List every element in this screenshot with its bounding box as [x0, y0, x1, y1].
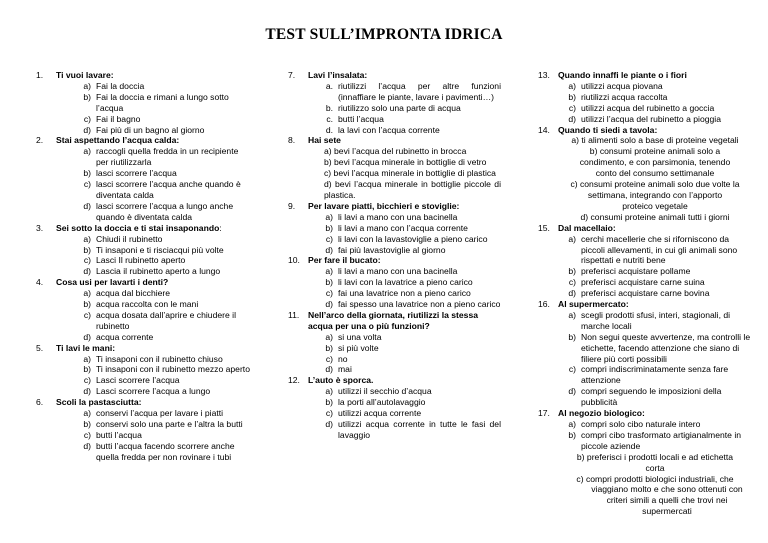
option-d-line-1: c) compri prodotti biologici industriali, che: [576, 473, 734, 484]
question-4: 4. Cosa usi per lavarti i denti?: [36, 277, 250, 288]
option-a: a) li lavi a mano con una bacinella: [325, 266, 458, 277]
option-c: c) li lavi con la lavastoviglie a pieno carico: [325, 233, 488, 244]
option-b: b) compri cibo trasformato artigianalmente in piccole aziende: [568, 429, 742, 451]
question-13: 13. Quando innaffi le piante o i fiori: [538, 70, 752, 81]
option-d: d) fai più lavastoviglie al giorno: [325, 244, 446, 255]
question-text: Nell’arco della giornata, riutilizzi la stessa acqua per una o più funzioni?: [308, 309, 479, 331]
option-c: c) Lasci scorrere l’acqua: [83, 375, 180, 386]
option-c-line-1: c) consumi proteine animali solo due volte la: [570, 179, 740, 190]
option-d: d) preferisci acquistare carne bovina: [568, 288, 710, 299]
question-7: 7. Lavi l’insalata:: [288, 70, 501, 81]
question-12: 12. L’auto è sporca.: [288, 375, 501, 386]
question-text: Ti vuoi lavare:: [56, 70, 114, 80]
question-text: Al supermercato:: [558, 299, 629, 310]
option-a: a) Chiudi il rubinetto: [83, 233, 163, 244]
option-c: c) Fai il bagno: [83, 113, 141, 124]
option-d: d) mai: [325, 364, 352, 375]
option-c: c) acqua dosata dall’aprire e chiudere il rubinetto: [83, 309, 236, 331]
column-1: [36, 70, 250, 463]
option-d: d) bevi l’acqua minerale in bottiglie piccole di plastica.: [324, 179, 501, 200]
question-text: Hai sete: [308, 135, 341, 146]
option-d: d) Fai più di un bagno al giorno: [83, 124, 205, 135]
option-d: d) Lascia il rubinetto aperto a lungo: [83, 266, 221, 277]
option-c: c) compri indiscriminatamente senza fare attenzione: [568, 364, 729, 386]
option-c-line-1: b) preferisci i prodotti locali e ad etichetta: [576, 451, 734, 462]
option-c-line-2: settimana, integrando con l’apporto: [587, 189, 723, 200]
option-a: a) Fai la doccia: [83, 80, 145, 91]
option-d: d) fai spesso una lavatrice non a pieno carico: [325, 299, 501, 310]
option-a: a) Ti insaponi con il rubinetto chiuso: [83, 353, 223, 364]
option-d: d) utilizzi acqua corrente in tutte le fasi del lavaggio: [325, 419, 501, 440]
question-text: Lavi l’insalata:: [308, 70, 368, 80]
option-b: b) li lavi a mano con l’acqua corrente: [325, 222, 468, 233]
option-a: a) acqua dal bicchiere: [83, 288, 171, 299]
option-c: c) bevi l’acqua minerale in bottiglie di plastica: [324, 168, 496, 179]
option-d: d) butti l’acqua facendo scorrere anche quella fredda per non rovinare i tubi: [83, 440, 235, 462]
question-text: Stai aspettando l’acqua calda:: [56, 135, 180, 146]
option-c: c) fai una lavatrice non a pieno carico: [325, 288, 471, 299]
question-text: Cosa usi per lavarti i denti?: [56, 277, 169, 288]
option-c: c) Lasci Il rubinetto aperto: [83, 255, 186, 266]
option-a: a) bevi l’acqua del rubinetto in brocca: [324, 146, 467, 157]
question-8: 8. Hai sete: [288, 135, 501, 146]
question-text: Sei sotto la doccia e ti stai insaponando:: [56, 222, 222, 233]
option-a: a) compri solo cibo naturale intero: [568, 419, 701, 429]
option-d: d) lasci scorrere l’acqua a lungo anche quando è diventata calda: [83, 200, 234, 222]
page-title: TEST SULL’IMPRONTA IDRICA: [265, 26, 503, 43]
option-a: a) cerchi macellerie che si riforniscono da piccoli allevamenti, in cui gli animali sono rispettati e nutriti bene: [568, 233, 738, 266]
option-b: b) li lavi con la lavatrice a pieno carico: [325, 277, 473, 288]
question-text: Quando innaffi le piante o i fiori: [558, 70, 687, 80]
option-c: c) butti l’acqua: [83, 429, 142, 440]
question-3: 3. Sei sotto la doccia e ti stai insaponando:: [36, 223, 250, 234]
question-11: 11. Nell’arco della giornata, riutilizzi la stessa acqua per una o più funzioni?: [288, 310, 501, 332]
option-a: a) ti alimenti solo a base di proteine vegetali: [571, 135, 739, 146]
option-a: a) li lavi a mano con una bacinella: [325, 211, 458, 222]
option-d: d. la lavi con l’acqua corrente: [325, 124, 440, 135]
option-b: b) si più volte: [325, 342, 379, 353]
option-a: a) scegli prodotti sfusi, interi, stagionali, di marche locali: [568, 309, 731, 331]
option-b-line-3: conto del consumo settimanale: [595, 168, 715, 179]
question-6: 6. Scoli la pastasciutta:: [36, 397, 250, 408]
option-b: b) Ti insaponi e ti risciacqui più volte: [83, 244, 224, 255]
question-2: 2. Stai aspettando l’acqua calda:: [36, 135, 250, 146]
question-text: Per fare il bucato:: [308, 255, 381, 266]
question-16: 16. Al supermercato:: [538, 299, 752, 310]
question-1: 1. Ti vuoi lavare:: [36, 70, 250, 81]
option-c: c) preferisci acquistare carne suina: [568, 277, 705, 288]
option-c-line-3: proteico vegetale: [622, 200, 688, 211]
question-text: Quando ti siedi a tavola:: [558, 124, 658, 135]
option-d: d) Lasci scorrere l’acqua a lungo: [83, 386, 211, 397]
option-d: d) compri seguendo le imposizioni della pubblicità: [568, 386, 722, 408]
option-b: b) conservi solo una parte e l’altra la butti: [83, 419, 243, 429]
option-b: b) preferisci acquistare pollame: [568, 266, 691, 277]
question-text: Al negozio biologico:: [558, 408, 645, 419]
option-a: a) si una volta: [325, 331, 382, 342]
question-text: Per lavare piatti, bicchieri e stoviglie:: [308, 200, 460, 211]
question-text: Scoli la pastasciutta:: [56, 397, 142, 408]
question-text: L’auto è sporca.: [308, 375, 374, 386]
option-a: a. riutilizzi l’acqua per altre funzioni (innaffiare le piante, lavare i pavimenti…): [325, 80, 501, 102]
option-b: b) riutilizzi acqua raccolta: [568, 91, 668, 102]
option-b-line-1: b) consumi proteine animali solo a: [589, 146, 721, 157]
option-a: a) utilizzi il secchio d’acqua: [325, 386, 432, 397]
option-b: b) acqua raccolta con le mani: [83, 299, 199, 310]
question-5: 5. Ti lavi le mani:: [36, 343, 250, 354]
option-a: a) utilizzi acqua piovana: [568, 80, 663, 91]
option-d: d) utilizzi l’acqua del rubinetto a pioggia: [568, 113, 721, 124]
option-c: c) lasci scorrere l’acqua anche quando è diventata calda: [83, 179, 241, 200]
column-3: [538, 70, 752, 517]
question-text: Dal macellaio:: [558, 222, 616, 233]
option-b: b. riutilizzo solo una parte di acqua: [325, 102, 461, 113]
question-15: 15. Dal macellaio:: [538, 223, 752, 234]
option-b-line-2: condimento, e con parsimonia, tenendo: [579, 157, 731, 168]
question-text: Ti lavi le mani:: [56, 342, 116, 353]
question-9: 9. Per lavare piatti, bicchieri e stoviglie:: [288, 201, 501, 212]
option-b: b) bevi l’acqua minerale in bottiglie di vetro: [324, 157, 487, 168]
column-2: [288, 70, 501, 441]
option-b: b) Ti insaponi con il rubinetto mezzo aperto: [83, 364, 250, 375]
option-d-line-2: viaggiano molto e che sono ottenuti con criteri simili a quelli che trovi nei supermercati: [591, 484, 743, 517]
option-d: d) consumi proteine animali tutti i giorni: [580, 211, 730, 222]
option-b: b) Fai la doccia e rimani a lungo sotto l’acqua: [83, 91, 229, 113]
option-a: a) raccogli quella fredda in un recipiente per riutilizzarla: [83, 146, 239, 168]
option-c: c. butti l’acqua: [326, 113, 384, 124]
option-c: c) utilizzi acqua del rubinetto a goccia: [568, 102, 715, 113]
option-b: b) la porti all’autolavaggio: [325, 397, 426, 408]
option-c: c) no: [325, 353, 348, 364]
question-14: 14. Quando ti siedi a tavola:: [538, 125, 752, 136]
question-17: 17. Al negozio biologico:: [538, 408, 752, 419]
option-b: b) lasci scorrere l’acqua: [83, 168, 177, 179]
option-c-line-2: corta: [645, 462, 665, 473]
option-c: c) utilizzi acqua corrente: [325, 408, 422, 419]
option-a: a) conservi l’acqua per lavare i piatti: [83, 408, 224, 419]
option-d: d) acqua corrente: [83, 331, 154, 342]
option-b: b) Non segui queste avvertenze, ma controlli le etichette, facendo attenzione che siano di filiere più corti possibili: [568, 331, 751, 364]
question-10: 10. Per fare il bucato:: [288, 255, 501, 266]
